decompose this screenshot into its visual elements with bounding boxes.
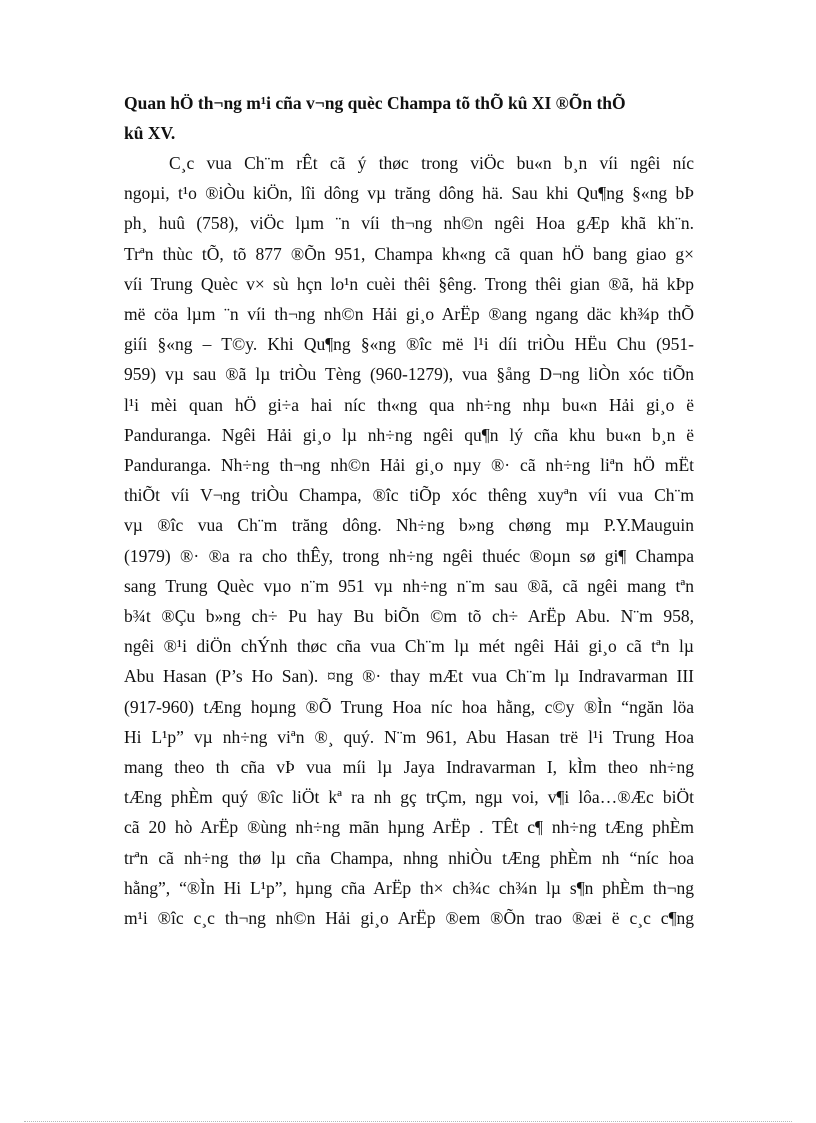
paragraph-line: ph¸ huû (758), viÖc lµm ¨n víi th¬ng nh©n ngêi Hoa gÆp khã kh¨n. [124,213,694,234]
paragraph-line: Trªn thùc tÕ, tõ 877 ®Õn 951, Champa kh«ng cã quan hÖ bang giao g× [124,243,694,264]
body-text [124,88,694,933]
paragraph-line: C¸c vua Ch¨m rÊt cã ý thøc trong viÖc bu«n b¸n víi ngêi níc [169,153,694,173]
paragraph [124,148,694,933]
paragraph-line: hằng”, “®Ìn Hi L¹p”, hµng cña ArËp th× ch¾c ch¾n lµ s¶n phÈm th¬ng [124,877,694,898]
paragraph-line: cã 20 hò ArËp ®ùng nh÷ng mãn hµng ArËp . TÊt c¶ nh÷ng tÆng phÈm [124,817,694,838]
page-bottom-rule [24,1121,792,1122]
section-heading [124,88,694,148]
paragraph-line: Hi L¹p” vµ nh÷ng viªn ®¸ quý. N¨m 961, Abu Hasan trë l¹i Trung Hoa [124,726,694,747]
paragraph-line: giíi §«ng – T©y. Khi Qu¶ng §«ng ®îc më l¹i díi triÒu HËu Chu (951- [124,334,694,355]
paragraph-line: 959) vµ sau ®ã lµ triÒu Tèng (960-1279), vua §ång D¬ng liÒn xóc tiÕn [124,364,694,385]
paragraph-line: víi Trung Quèc v× sù hçn lo¹n cuèi thêi §êng. Trong thêi gian ®ã, hä kÞp [124,273,694,294]
paragraph-line: b¾t ®Çu b»ng ch÷ Pu hay Bu biÕn ©m tõ ch÷ ArËp Abu. N¨m 958, [124,606,694,627]
paragraph-line: l¹i mèi quan hÖ gi÷a hai níc th«ng qua nh÷ng nhµ bu«n Hải gi¸o ë [124,394,694,415]
paragraph-line: trªn cã nh÷ng thø lµ cña Champa, nhng nhiÒu tÆng phÈm nh “níc hoa [124,847,694,868]
paragraph-line: (917-960) tÆng hoµng ®Õ Trung Hoa níc hoa hằng, c©y ®Ìn “ngăn löa [124,696,694,717]
paragraph-line: vµ ®îc vua Ch¨m trăng dông. Nh÷ng b»ng chøng mµ P.Y.Mauguin [124,515,694,536]
paragraph-line: (1979) ®· ®a ra cho thÊy, trong nh÷ng ngêi thuéc ®oµn sø gi¶ Champa [124,545,694,566]
paragraph-line: sang Trung Quèc vµo n¨m 951 vµ nh÷ng n¨m sau ®ã, cã ngêi mang tªn [124,575,694,596]
paragraph-line: mang theo th cña vÞ vua míi lµ Jaya Indravarman I, kÌm theo nh÷ng [124,757,694,778]
paragraph-line: m¹i ®îc c¸c th¬ng nh©n Hải gi¸o ArËp ®em ®Õn trao ®æi ë c¸c c¶ng [124,908,694,929]
paragraph-line: Panduranga. Nh÷ng th¬ng nh©n Hải gi¸o nµy ®· cã nh÷ng liªn hÖ mËt [124,455,694,476]
heading-line: kû XV. [124,123,176,143]
paragraph-line: Panduranga. Ngêi Hải gi¸o lµ nh÷ng ngêi qu¶n lý cña khu bu«n b¸n ë [124,424,694,445]
paragraph-line: Abu Hasan (P’s Ho San). ¤ng ®· thay mÆt vua Ch¨m lµ Indravarman III [124,666,694,687]
paragraph-line: ngoµi, t¹o ®iÒu kiÖn, lîi dông vµ trăng dông hä. Sau khi Qu¶ng §«ng bÞ [124,183,694,204]
paragraph-line: ngêi ®¹i diÖn chÝnh thøc cña vua Ch¨m lµ mét ngêi Hải gi¸o cã tªn lµ [124,636,694,657]
heading-line: Quan hÖ th¬ng m¹i cña v¬ng quèc Champa tõ thÕ kû XI ®Õn thÕ [124,93,626,113]
paragraph-line: më cöa lµm ¨n víi th¬ng nh©n Hải gi¸o ArËp ®ang ngang däc kh¾p thÕ [124,304,694,325]
paragraph-line: thiÕt víi V¬ng triÒu Champa, ®îc tiÕp xóc thêng xuyªn víi vua Ch¨m [124,485,694,506]
paragraph-line: tÆng phÈm quý ®îc liÖt kª ra nh gç trÇm, ngµ voi, v¶i lôa…®Æc biÖt [124,787,694,808]
